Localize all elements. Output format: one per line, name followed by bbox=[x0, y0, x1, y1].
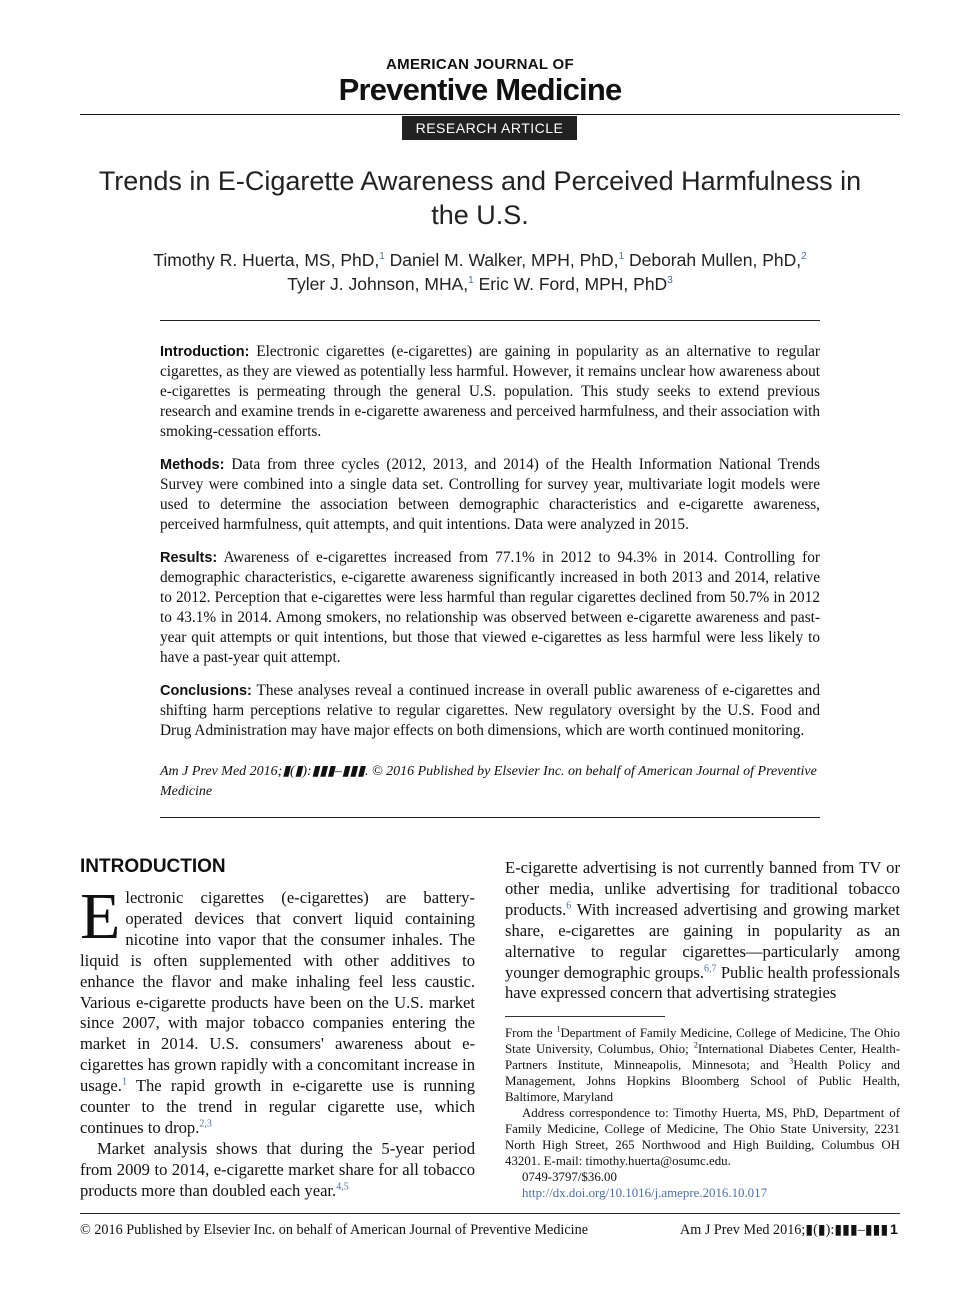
abstract-top-rule bbox=[160, 320, 820, 321]
footer-copyright: © 2016 Published by Elsevier Inc. on behalf of American Journal of Preventive Medicine bbox=[80, 1222, 588, 1238]
abstract-text: Electronic cigarettes (e-cigarettes) are gaining in popularity as an alternative to regular cigarettes, as they are viewed as potentially less harmful. However, it remains unclear how awareness about e-cigarettes is permeating through the general U.S. population. This study seeks to extend previous research and examine trends in e-cigarette awareness and perceived harmfulness, and their association with smoking-cessation efforts. bbox=[160, 343, 820, 440]
abstract-text: These analyses reveal a continued increase in overall public awareness of e-cigarettes and shifting harm perceptions relative to regular cigarettes. New regulatory oversight by the U.S. Food and Drug Administration may have major effects on both dimensions, which are worth continued monitoring. bbox=[160, 682, 820, 739]
abstract-methods bbox=[160, 455, 820, 535]
abstract-heading: Results: bbox=[160, 550, 218, 566]
abstract-results bbox=[160, 548, 820, 668]
author-name[interactable]: Tyler J. Johnson, MHA, bbox=[287, 274, 469, 294]
footnote-text: From the bbox=[505, 1026, 557, 1040]
header-divider bbox=[80, 114, 900, 115]
body-paragraph bbox=[505, 858, 900, 1004]
reference-link[interactable]: 2,3 bbox=[199, 1118, 212, 1130]
issn: 0749-3797/$36.00 bbox=[522, 1170, 617, 1184]
author-list bbox=[80, 248, 880, 296]
paragraph-text: Public health professionals have expressed concern that advertising strategies bbox=[505, 962, 900, 1003]
body-paragraph bbox=[80, 880, 475, 1139]
reference-link[interactable]: 6 bbox=[566, 900, 572, 912]
abstract-bottom-rule bbox=[160, 817, 820, 818]
paragraph-text: E-cigarette advertising is not currently banned from TV or other media, unlike advertising for traditional tobacco products. bbox=[505, 858, 900, 919]
footer-rule bbox=[80, 1213, 900, 1214]
abstract-text: Data from three cycles (2012, 2013, and 2014) of the Health Information National Trends Survey were combined into a single data set. Controlling for survey year, multivariate logit models were used to determine the association between demographic characteristics and e-cigarette awareness, perceived harmfulness, quit attempts, and quit intentions. Data were analyzed in 2015. bbox=[160, 456, 820, 533]
article-title: Trends in E-Cigarette Awareness and Perceived Harmfulness in the U.S. bbox=[98, 166, 862, 230]
author-name[interactable]: Eric W. Ford, MPH, PhD bbox=[478, 274, 668, 294]
abstract-heading: Conclusions: bbox=[160, 683, 252, 699]
reference-link[interactable]: 6,7 bbox=[703, 963, 717, 974]
page-number: 1 bbox=[890, 1222, 898, 1238]
body-paragraph bbox=[80, 1139, 475, 1202]
correspondence: Address correspondence to: Timothy Huerta, MS, PhD, Department of Family Medicine, College of Medicine, The Ohio State University, 2231 North High Street, 265 Northwood and High Building, Columbus OH 43201. E-mail: timothy.huerta@osumc.edu. bbox=[505, 1106, 900, 1168]
affiliation-ref[interactable]: 2 bbox=[801, 251, 807, 263]
author-name[interactable]: Timothy R. Huerta, MS, PhD, bbox=[153, 250, 380, 270]
doi-link[interactable]: http://dx.doi.org/10.1016/j.amepre.2016.10.017 bbox=[522, 1186, 768, 1200]
affiliation-2: International Diabetes Center, Health-Partners Institute, Minneapolis, Minnesota; and bbox=[505, 1042, 900, 1072]
paragraph-text: With increased advertising and growing market share, e-cigarettes are gaining in popularity as an alternative to regular cigarettes—particularly among younger demographic groups. bbox=[505, 899, 900, 982]
section-heading-introduction: INTRODUCTION bbox=[80, 856, 226, 877]
author-name[interactable]: Deborah Mullen, PhD, bbox=[628, 250, 802, 270]
affiliation-ref[interactable]: 1 bbox=[618, 251, 625, 263]
journal-name-line1: AMERICAN JOURNAL OF bbox=[386, 56, 574, 73]
affiliation-footnote bbox=[505, 1025, 900, 1201]
reference-link[interactable]: 4,5 bbox=[336, 1181, 349, 1193]
body-column-left bbox=[80, 880, 475, 1202]
affiliation-ref[interactable]: 1 bbox=[468, 275, 474, 287]
reference-link[interactable]: 1 bbox=[121, 1076, 127, 1088]
abstract-text: Awareness of e-cigarettes increased from 77.1% in 2012 to 94.3% in 2014. Controlling for demographic characteristics, e-cigarette awareness significantly increased in both 2013 and 2014, relative to 2012. Perception that e-cigarettes were less harmful than regular cigarettes declined from 50.7% in 2012 to 43.1% in 2014. Among smokers, no relationship was observed between e-cigarette awareness and past-year quit attempts or quit intentions, but those that viewed e-cigarettes as less harmful were less likely to have a past-year quit attempt. bbox=[160, 549, 820, 666]
body-column-right bbox=[505, 858, 900, 1004]
abstract-introduction bbox=[160, 342, 820, 442]
affiliations: From the $^1$Department of Family Medicine, College of Medicine, The Ohio State University, Columbus, Ohio; $^2$International Diabetes Center, Health-Partners Institute, Minneapolis, Minnesota; and $^3$Health Policy and Management, Johns Hopkins Bloomberg School of Public Health, Baltimore, Maryland bbox=[505, 1024, 900, 1104]
abstract-heading: Methods: bbox=[160, 457, 225, 473]
paragraph-text: The rapid growth in e-cigarette use is running counter to the trend in regular cigarette use, which continues to drop. bbox=[80, 1076, 475, 1137]
affiliation-ref[interactable]: 3 bbox=[667, 275, 673, 287]
affiliation-3: Health Policy and Management, Johns Hopkins Bloomberg School of Public Health, Baltimore, Maryland bbox=[505, 1058, 900, 1104]
article-type-badge: RESEARCH ARTICLE bbox=[402, 116, 577, 140]
affiliation-1: Department of Family Medicine, College of Medicine, The Ohio State University, Columbus, Ohio; bbox=[505, 1026, 900, 1056]
abstract-conclusions bbox=[160, 681, 820, 741]
footnote-rule bbox=[505, 1016, 665, 1017]
affiliation-ref[interactable]: 1 bbox=[379, 251, 385, 263]
paragraph-text: Market analysis shows that during the 5-year period from 2009 to 2014, e-cigarette market share for all tobacco products more than doubled each year. bbox=[80, 1138, 475, 1200]
footer-citation: Am J Prev Med 2016;▮(▮):▮▮▮–▮▮▮ bbox=[680, 1222, 889, 1238]
abstract-citation: Am J Prev Med 2016;▮(▮):▮▮▮–▮▮▮. © 2016 Published by Elsevier Inc. on behalf of American Journal of Preventive Medicine bbox=[160, 764, 817, 799]
drop-cap: E bbox=[80, 880, 121, 953]
abstract-heading: Introduction: bbox=[160, 344, 250, 360]
author-name[interactable]: Daniel M. Walker, MPH, PhD, bbox=[389, 250, 619, 270]
journal-name-line2: Preventive Medicine bbox=[338, 72, 622, 107]
paragraph-text: lectronic cigarettes (e-cigarettes) are battery-operated devices that convert liquid containing nicotine into vapor that the consumer inhales. The liquid is often supplemented with other additives to enhance the flavor and make inhaling feel less caustic. Various e-cigarette products have been on the U.S. market since 2007, with major tobacco companies entering the market in 2014. U.S. consumers' awareness about e-cigarettes has grown rapidly with a concomitant increase in usage. bbox=[80, 888, 475, 1096]
